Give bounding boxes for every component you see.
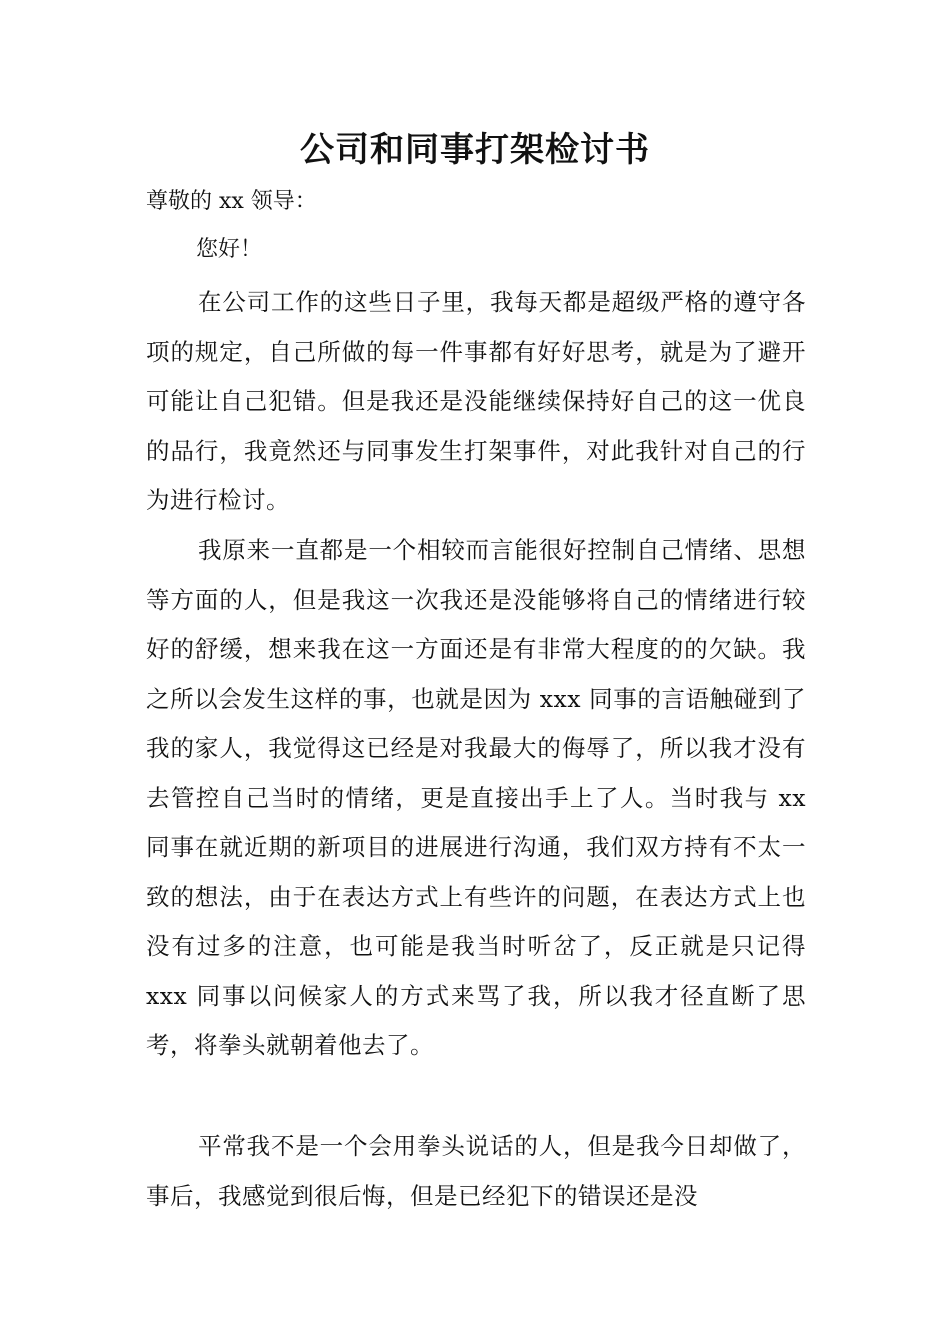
- paragraph-2: 我原来一直都是一个相较而言能很好控制自己情绪、思想等方面的人，但是我这一次我还是没能够将自己的情绪进行较好的舒缓，想来我在这一方面还是有非常大程度的的欠缺。我之所以会发生这样的事，也就是因为 xxx 同事的言语触碰到了我的家人，我觉得这已经是对我最大的侮辱了，所以我才没有去管控自己当时的情绪，更是直接出手上了人。当时我与 xx 同事在就近期的新项目的进展进行沟通，我们双方持有不太一致的想法，由于在表达方式上有些许的问题，在表达方式上也没有过多的注意，也可能是我当时听岔了，反正就是只记得 xxx 同事以问候家人的方式来骂了我，所以我才径直断了思考，将拳头就朝着他去了。: [146, 536, 806, 1059]
- document-title: 公司和同事打架检讨书: [300, 130, 650, 170]
- greeting: 您好！: [196, 237, 263, 262]
- paragraph-1: 在公司工作的这些日子里，我每天都是超级严格的遵守各项的规定，自己所做的每一件事都有好好思考，就是为了避开可能让自己犯错。但是我还是没能继续保持好自己的这一优良的品行，我竟然还与同事发生打架事件，对此我针对自己的行为进行检讨。: [146, 288, 806, 514]
- salutation: 尊敬的 xx 领导：: [146, 189, 317, 214]
- paragraph-3: 平常我不是一个会用拳头说话的人，但是我今日却做了，事后，我感觉到很后悔，但是已经犯下的错误还是没: [146, 1132, 806, 1210]
